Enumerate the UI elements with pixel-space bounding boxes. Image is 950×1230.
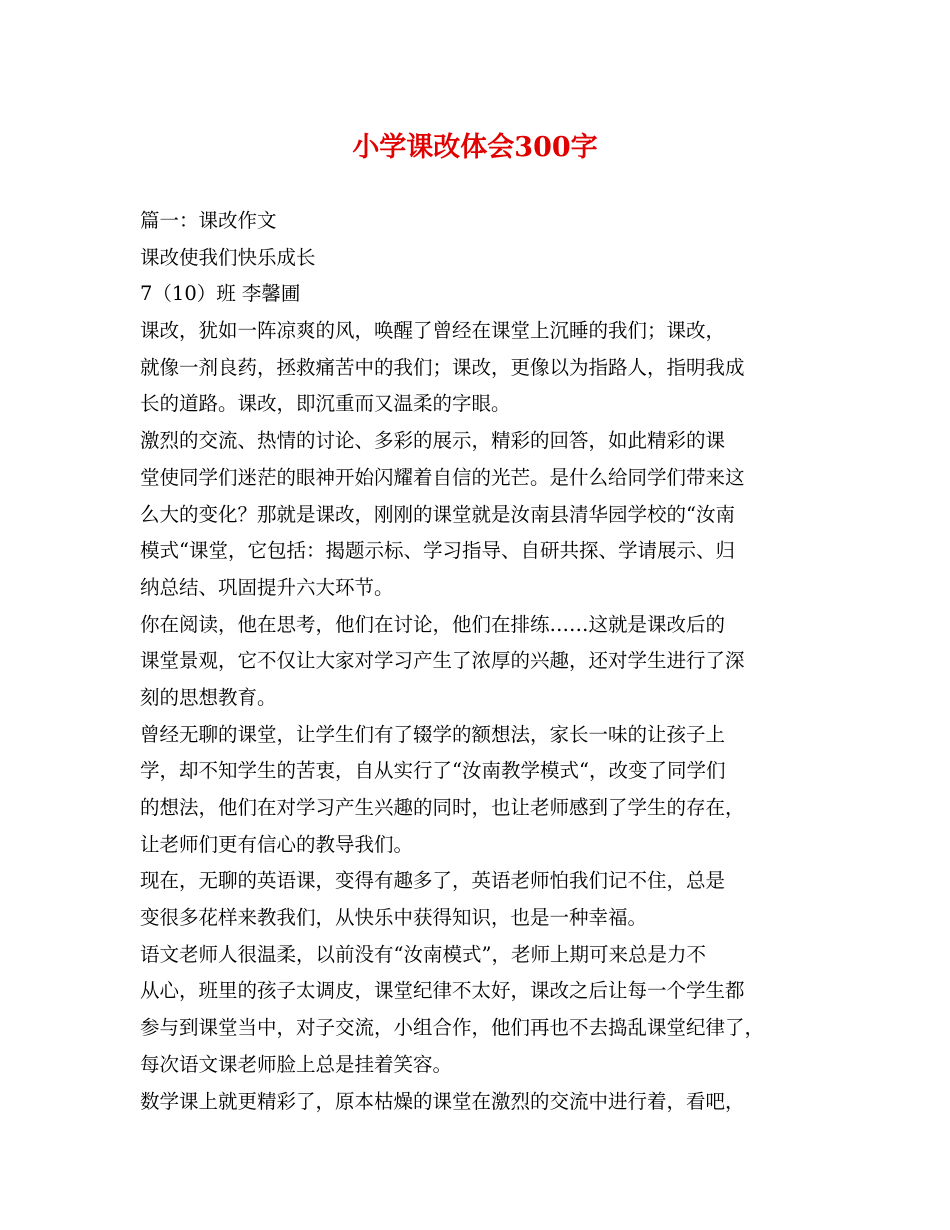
text-line: 堂使同学们迷茫的眼神开始闪耀着自信的光芒。是什么给同学们带来这	[140, 465, 745, 489]
text-line: 每次语文课老师脸上总是挂着笑容。	[140, 1052, 453, 1076]
text-line: 语文老师人很温柔，以前没有“汝南模式”，老师上期可来总是力不	[140, 942, 706, 966]
text-line: 课改使我们快乐成长	[140, 245, 316, 269]
text-line: 曾经无聊的课堂，让学生们有了辍学的额想法，家长一味的让孩子上	[140, 722, 726, 746]
text-line: 数学课上就更精彩了，原本枯燥的课堂在激烈的交流中进行着，看吧，	[140, 1089, 745, 1113]
text-line: 篇一：课改作文	[140, 209, 277, 232]
text-line: 的想法，他们在对学习产生兴趣的同时，也让老师感到了学生的存在，	[140, 796, 745, 819]
text-line: 刻的思想教育。	[140, 685, 277, 709]
text-line: 长的道路。课改，即沉重而又温柔的字眼。	[140, 392, 511, 416]
text-line: 从心，班里的孩子太调皮，课堂纪律不太好，课改之后让每一个学生都	[140, 979, 745, 1003]
text-line: 参与到课堂当中，对子交流，小组合作，他们再也不去捣乱课堂纪律了，	[140, 1016, 765, 1040]
text-line: 学，却不知学生的苦衷，自从实行了“汝南教学模式“，改变了同学们	[140, 759, 726, 783]
text-line: 模式“课堂，它包括：揭题示标、学习指导、自研共探、学请展示、归	[140, 539, 735, 563]
text-line: 变很多花样来教我们，从快乐中获得知识，也是一种幸福。	[140, 906, 648, 930]
document-body	[140, 203, 830, 1120]
document-title: 小学课改体会300字	[352, 132, 598, 163]
text-line: 么大的变化？那就是课改，刚刚的课堂就是汝南县清华园学校的“汝南	[140, 502, 735, 526]
text-line: 你在阅读，他在思考，他们在讨论，他们在排练……这就是课改后的	[140, 612, 726, 636]
text-line: 就像一剂良药，拯救痛苦中的我们；课改，更像以为指路人，指明我成	[140, 355, 745, 379]
text-line: 激烈的交流、热情的讨论、多彩的展示，精彩的回答，如此精彩的课	[140, 429, 726, 453]
text-line: 现在，无聊的英语课，变得有趣多了，英语老师怕我们记不住，总是	[140, 869, 726, 893]
text-line: 课堂景观，它不仅让大家对学习产生了浓厚的兴趣，还对学生进行了深	[140, 649, 745, 673]
text-line: 课改，犹如一阵凉爽的风，唤醒了曾经在课堂上沉睡的我们；课改，	[140, 319, 726, 343]
text-line: 纳总结、巩固提升六大环节。	[140, 575, 394, 599]
text-line: 7（10）班 李馨圃	[140, 282, 301, 306]
text-line: 让老师们更有信心的教导我们。	[140, 832, 414, 856]
